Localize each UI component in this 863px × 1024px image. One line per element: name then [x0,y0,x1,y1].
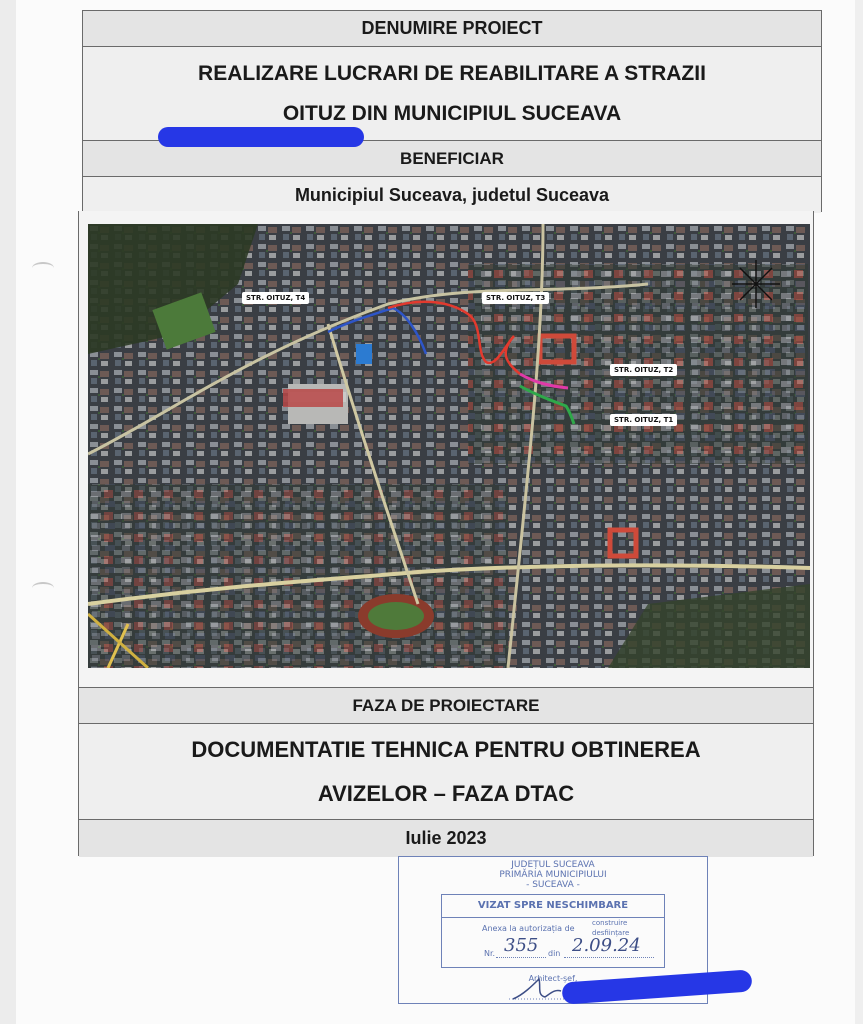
stamp-annex-type-top: construire [592,919,628,927]
signature-graphic [509,975,569,1003]
project-title-line1: REALIZARE LUCRARI DE REABILITARE A STRAZII [198,61,706,85]
stamp-annex-text: Anexa la autorizația de [482,924,575,933]
stamp-nr-label: Nr. [484,949,496,958]
scan-left-edge [0,0,16,1024]
map-label-t3: STR. OITUZ, T3 [482,292,549,304]
stamp-inner-box [441,894,665,968]
punch-hole-mark [32,262,54,274]
redaction-mark [158,127,364,147]
stamp-line3: - SUCEAVA - [526,880,580,890]
stamp-architect-label: Arhitect-șef, [528,974,578,983]
map-label-t4: STR. OITUZ, T4 [242,292,309,304]
stamp-annex-type-bottom: desființare [592,929,630,937]
aerial-map-graphic [88,224,810,668]
aerial-map [88,224,810,668]
stamp-line2: PRIMĂRIA MUNICIPIULUI [499,870,607,880]
stamp-title: VIZAT SPRE NESCHIMBARE [477,900,629,911]
beneficiary-value: Municipiul Suceava, judetul Suceava [83,177,821,213]
stamp-date-value: 2.09.24 [572,935,641,956]
phase-title-line2: AVIZELOR – FAZA DTAC [317,780,575,806]
beneficiary-label: BENEFICIAR [83,141,821,177]
phase-label: FAZA DE PROIECTARE [79,688,813,724]
phase-title-line1: DOCUMENTATIE TEHNICA PENTRU OBTINEREA [191,736,701,762]
header-block [82,10,822,212]
stamp-nr-value: 355 [504,935,539,956]
map-label-t1: STR. OITUZ, T1 [610,414,677,426]
stamp-line1: JUDEȚUL SUCEAVA [511,860,595,870]
punch-hole-mark [32,582,54,594]
footer-block [78,687,814,856]
document-date: Iulie 2023 [79,820,813,857]
map-label-t2: STR. OITUZ, T2 [610,364,677,376]
scan-right-edge [855,0,863,1024]
phase-title [79,724,813,820]
stamp-din-label: din [548,949,561,958]
project-name-label: DENUMIRE PROIECT [83,11,821,47]
project-title-line2: OITUZ DIN MUNICIPIUL SUCEAVA [282,101,622,125]
